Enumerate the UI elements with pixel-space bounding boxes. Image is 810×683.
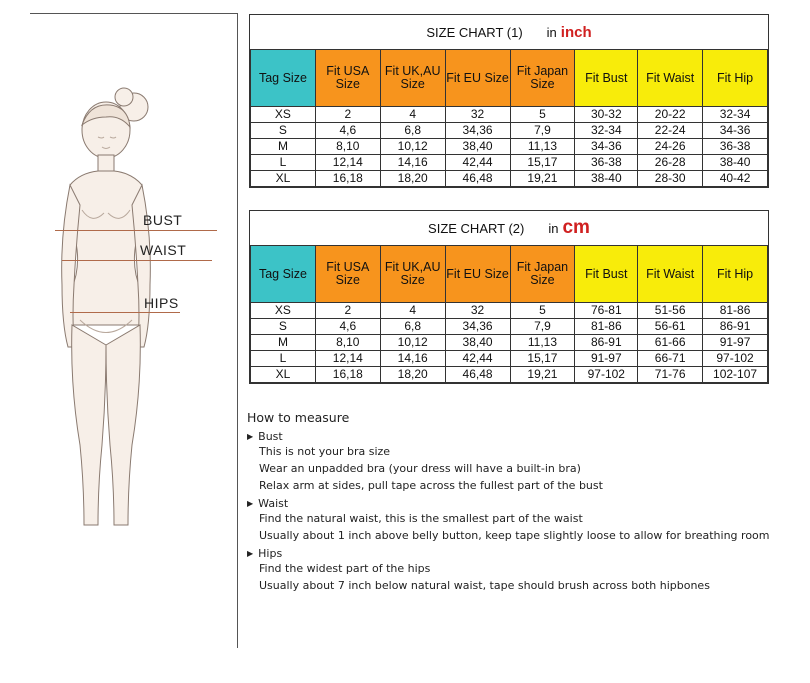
table-cell: 20-22 [638, 107, 703, 123]
table-cell: 34,36 [445, 319, 510, 335]
table-row [251, 139, 768, 155]
table-cell: 32-34 [575, 123, 638, 139]
table-cell: 15,17 [510, 351, 575, 367]
table-cell: 11,13 [510, 139, 575, 155]
table-cell: 12,14 [315, 155, 380, 171]
table-cell: 30-32 [575, 107, 638, 123]
table-cell: 15,17 [510, 155, 575, 171]
table-cell: L [251, 155, 316, 171]
table-cell: 6,8 [380, 123, 445, 139]
table-cell: 66-71 [638, 351, 703, 367]
column-header: Fit Japan Size [510, 246, 575, 303]
table-cell: 46,48 [445, 171, 510, 187]
table-cell: M [251, 335, 316, 351]
measure-section [247, 430, 770, 494]
bust-label: BUST [143, 212, 183, 228]
table-cell: S [251, 319, 316, 335]
table-cell: 34-36 [703, 123, 768, 139]
column-header: Fit USA Size [315, 50, 380, 107]
chart-title [250, 15, 768, 49]
table-cell: XS [251, 303, 316, 319]
chart-title-text: SIZE CHART (1) [426, 24, 523, 40]
table-cell: 38,40 [445, 139, 510, 155]
column-header: Fit Hip [703, 50, 768, 107]
table-cell: 10,12 [380, 139, 445, 155]
table-cell: 71-76 [638, 367, 703, 383]
table-cell: 4,6 [315, 319, 380, 335]
measure-instruction: Find the natural waist, this is the smallest part of the waist [259, 512, 583, 525]
table-cell: 38-40 [575, 171, 638, 187]
size-chart-cm [249, 210, 769, 384]
table-cell: 32-34 [703, 107, 768, 123]
table-cell: 91-97 [575, 351, 638, 367]
table-cell: 4 [380, 107, 445, 123]
table-cell: 97-102 [703, 351, 768, 367]
table-cell: 7,9 [510, 319, 575, 335]
table-cell: 86-91 [575, 335, 638, 351]
table-cell: 81-86 [575, 319, 638, 335]
table-cell: M [251, 139, 316, 155]
table-cell: 5 [510, 107, 575, 123]
column-header: Fit Waist [638, 246, 703, 303]
table-cell: 12,14 [315, 351, 380, 367]
table-cell: 86-91 [703, 319, 768, 335]
table-cell: 2 [315, 107, 380, 123]
table-cell: 36-38 [575, 155, 638, 171]
table-cell: 4 [380, 303, 445, 319]
measure-instruction: Relax arm at sides, pull tape across the fullest part of the bust [259, 479, 603, 492]
measure-instruction: Wear an unpadded bra (your dress will have a built-in bra) [259, 462, 581, 475]
measure-instruction: Usually about 1 inch above belly button, keep tape slightly loose to allow for breathing room [259, 529, 770, 542]
table-cell: S [251, 123, 316, 139]
unit-prefix: in [546, 24, 557, 40]
table-cell: 19,21 [510, 171, 575, 187]
table-cell: XL [251, 367, 316, 383]
table-cell: 42,44 [445, 155, 510, 171]
table-cell: 97-102 [575, 367, 638, 383]
table-cell: 76-81 [575, 303, 638, 319]
unit-label: cm [562, 217, 590, 238]
table-cell: 22-24 [638, 123, 703, 139]
column-header: Fit Bust [575, 50, 638, 107]
table-row [251, 367, 768, 383]
table-cell: 11,13 [510, 335, 575, 351]
column-header: Tag Size [251, 50, 316, 107]
table-cell: 32 [445, 107, 510, 123]
triangle-bullet-icon: ▶ [247, 499, 254, 508]
waist-label: WAIST [140, 242, 187, 258]
table-cell: 7,9 [510, 123, 575, 139]
size-table [250, 245, 768, 383]
table-cell: 46,48 [445, 367, 510, 383]
table-cell: 18,20 [380, 367, 445, 383]
column-header: Fit UK,AU Size [380, 246, 445, 303]
table-cell: 16,18 [315, 171, 380, 187]
table-cell: 38,40 [445, 335, 510, 351]
table-cell: 81-86 [703, 303, 768, 319]
table-row [251, 155, 768, 171]
table-cell: 4,6 [315, 123, 380, 139]
measure-section-label: Bust [258, 430, 283, 443]
table-cell: 14,16 [380, 155, 445, 171]
table-cell: 36-38 [703, 139, 768, 155]
table-cell: 6,8 [380, 319, 445, 335]
table-header-row [251, 50, 768, 107]
column-header: Fit Hip [703, 246, 768, 303]
column-header: Fit USA Size [315, 246, 380, 303]
triangle-bullet-icon: ▶ [247, 549, 254, 558]
table-cell: 38-40 [703, 155, 768, 171]
table-row [251, 335, 768, 351]
table-cell: 91-97 [703, 335, 768, 351]
column-header: Fit EU Size [445, 246, 510, 303]
column-header: Fit Bust [575, 246, 638, 303]
table-cell: 40-42 [703, 171, 768, 187]
measure-heading: How to measure [247, 410, 350, 425]
how-to-measure [247, 410, 770, 594]
column-header: Fit Waist [638, 50, 703, 107]
table-row [251, 303, 768, 319]
column-header: Tag Size [251, 246, 316, 303]
triangle-bullet-icon: ▶ [247, 432, 254, 441]
top-divider [30, 13, 238, 14]
table-cell: 34,36 [445, 123, 510, 139]
unit-prefix: in [548, 220, 559, 236]
waist-line [62, 260, 212, 261]
measure-section-label: Hips [258, 547, 283, 560]
table-cell: 26-28 [638, 155, 703, 171]
table-row [251, 107, 768, 123]
table-cell: 8,10 [315, 335, 380, 351]
measure-section [247, 497, 770, 544]
table-row [251, 123, 768, 139]
measure-instruction: Usually about 7 inch below natural waist, tape should brush across both hipbones [259, 579, 710, 592]
table-cell: 34-36 [575, 139, 638, 155]
table-cell: 19,21 [510, 367, 575, 383]
bust-line [55, 230, 217, 231]
table-cell: 56-61 [638, 319, 703, 335]
table-cell: 51-56 [638, 303, 703, 319]
column-header: Fit UK,AU Size [380, 50, 445, 107]
table-cell: 10,12 [380, 335, 445, 351]
table-cell: L [251, 351, 316, 367]
size-chart-inch [249, 14, 769, 188]
table-cell: 16,18 [315, 367, 380, 383]
table-header-row [251, 246, 768, 303]
table-cell: 28-30 [638, 171, 703, 187]
hips-line [70, 312, 180, 313]
table-cell: 5 [510, 303, 575, 319]
table-cell: XL [251, 171, 316, 187]
chart-title-text: SIZE CHART (2) [428, 220, 525, 236]
measure-instruction: This is not your bra size [259, 445, 391, 458]
size-table [250, 49, 768, 187]
measure-section-title [247, 547, 770, 560]
hips-label: HIPS [144, 295, 179, 311]
table-row [251, 319, 768, 335]
measure-instruction: Find the widest part of the hips [259, 562, 431, 575]
measure-section-title [247, 497, 770, 510]
chart-title [250, 211, 768, 245]
measure-section-label: Waist [258, 497, 289, 510]
table-cell: 61-66 [638, 335, 703, 351]
column-header: Fit EU Size [445, 50, 510, 107]
table-cell: 8,10 [315, 139, 380, 155]
table-cell: XS [251, 107, 316, 123]
measure-section [247, 547, 770, 594]
table-row [251, 351, 768, 367]
table-cell: 14,16 [380, 351, 445, 367]
table-cell: 102-107 [703, 367, 768, 383]
vertical-divider [237, 13, 238, 648]
table-cell: 42,44 [445, 351, 510, 367]
table-cell: 24-26 [638, 139, 703, 155]
unit-label: inch [560, 23, 592, 41]
table-row [251, 171, 768, 187]
column-header: Fit Japan Size [510, 50, 575, 107]
table-cell: 18,20 [380, 171, 445, 187]
table-cell: 2 [315, 303, 380, 319]
table-cell: 32 [445, 303, 510, 319]
measure-section-title [247, 430, 770, 443]
